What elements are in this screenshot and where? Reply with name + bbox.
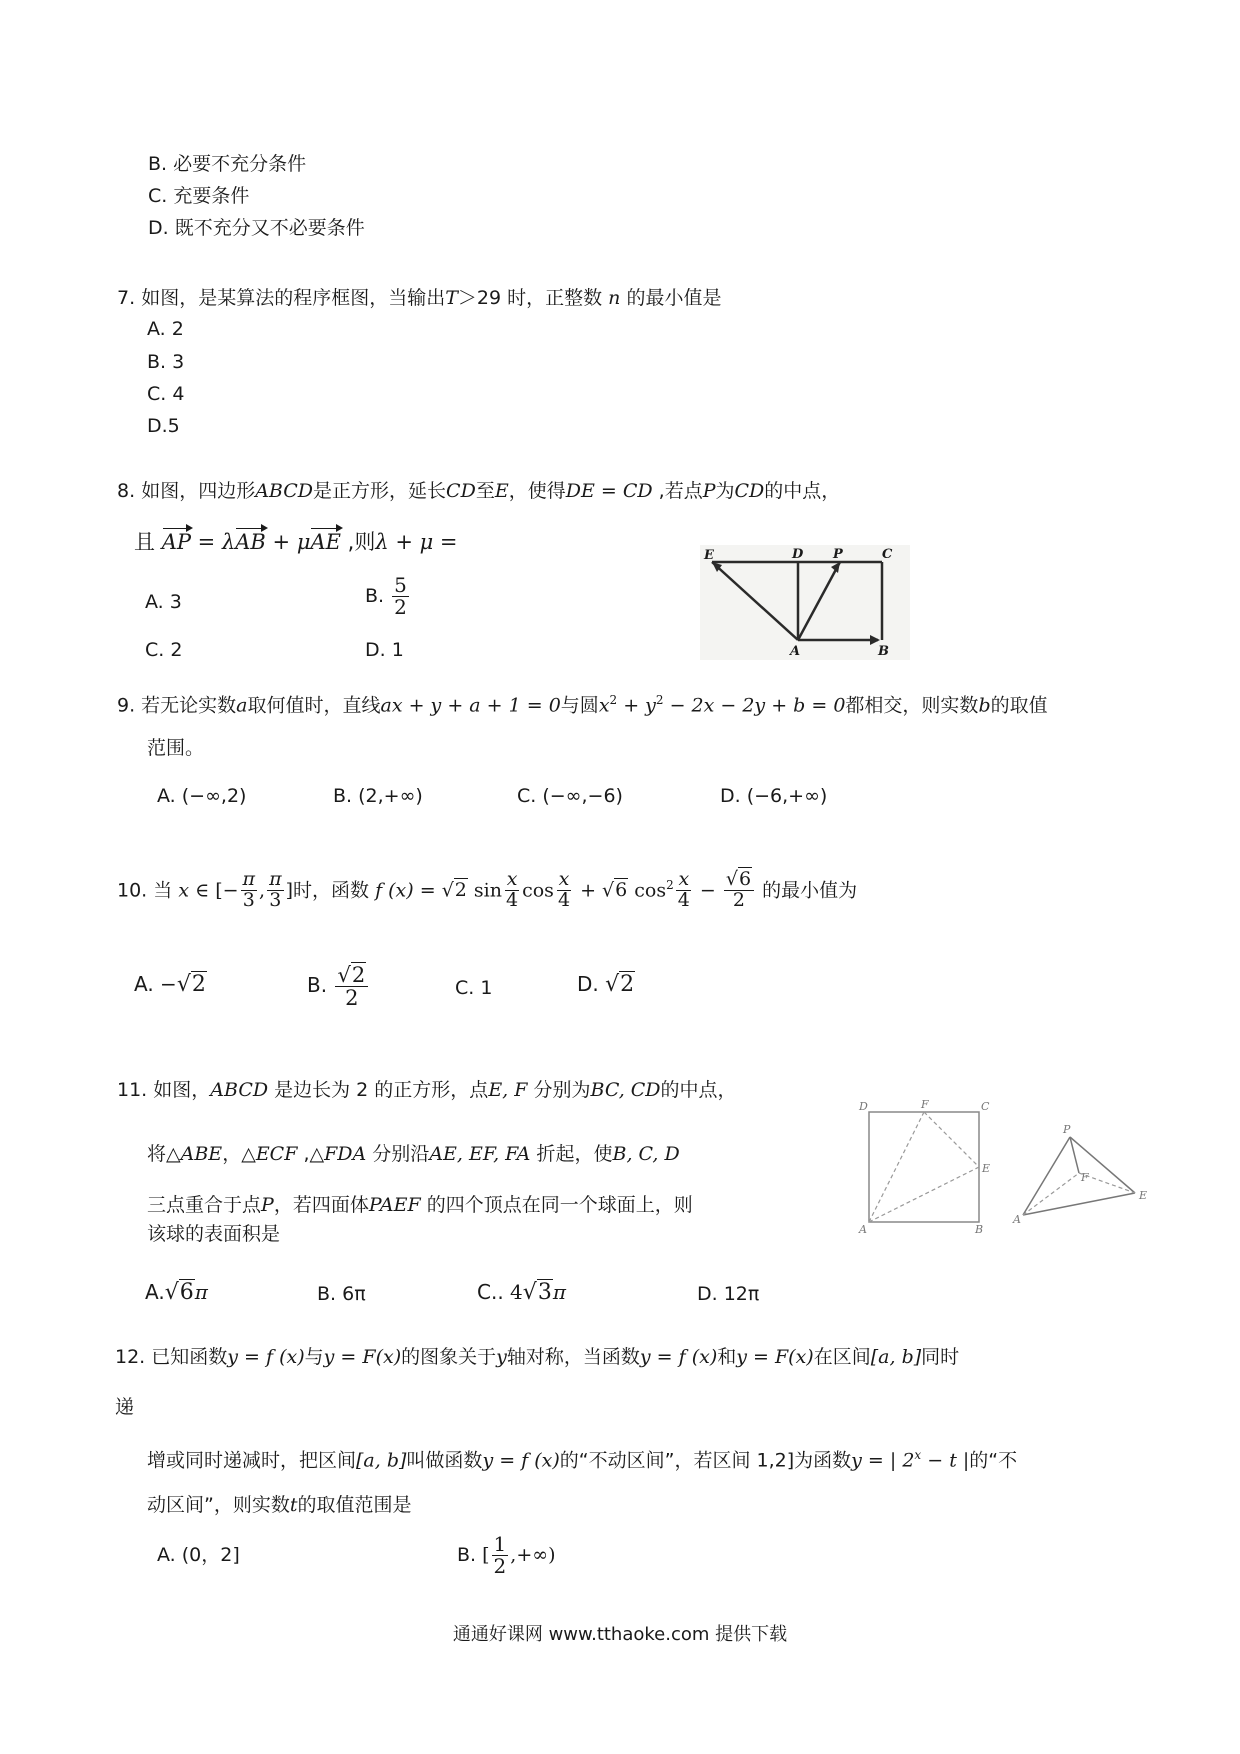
q10-option-b: B. $\frac{√2}{2}$	[307, 955, 370, 1015]
q9-stem: 9. 若无论实数a取何值时，直线ax + y + a + 1 = 0与圆$x^2 + y^2 - 2x - 2y + b = 0$都相交，则实数b的取值	[117, 693, 1048, 717]
q11-label-d: D	[859, 1100, 868, 1113]
page-footer: 通通好课网 www.tthaoke.com 提供下载	[452, 1624, 788, 1645]
q7-option-b: B. 3	[147, 351, 185, 373]
q9-option-d: D. (−6,+∞)	[720, 785, 828, 807]
q11-stem-line4: 该球的表面积是	[147, 1223, 281, 1245]
q9-option-b: B. (2,+∞)	[333, 785, 423, 807]
q12-option-a: A. (0，2]	[157, 1544, 240, 1566]
q10-option-c: C. 1	[455, 977, 493, 999]
q12-stem-line4: 动区间”，则实数t的取值范围是	[147, 1494, 412, 1516]
q11-option-b: B. 6π	[317, 1283, 366, 1305]
q9-option-c: C. (−∞,−6)	[517, 785, 623, 807]
q8-label-b: B	[878, 644, 889, 659]
q11-stem-line3: 三点重合于点P，若四面体PAEF 的四个顶点在同一个球面上，则	[147, 1194, 693, 1216]
q7-option-d: D.5	[147, 415, 180, 437]
q7-option-c: C. 4	[147, 383, 185, 405]
q11-label-p: P	[1063, 1123, 1071, 1136]
q8-option-b: B. $\frac{5}{2}$	[365, 573, 407, 619]
q11-label-f2: F	[1081, 1171, 1089, 1184]
q8-stem: 8. 如图，四边形ABCD是正方形，延长CD至E，使得DE = CD ,若点P为CD的中点，	[117, 480, 841, 502]
q11-folding-figure	[845, 1095, 1165, 1245]
q12-stem-line2: 递	[115, 1396, 135, 1418]
q10-option-d: D. √2	[577, 972, 635, 997]
q10-stem: 10. 当 x ∈ [− $\frac{\pi}{3}$ , $\frac{\pi}{3}$ ]时，函数 f (x) = √2 sin $\frac{x}{4}$ cos $\frac{x}{4}$ + √6 $\cos^2$ $\frac{x}{4}$ − $\frac{√6}{2}$ 的最小值为	[117, 868, 858, 912]
q11-label-a2: A	[1013, 1213, 1021, 1226]
q8-label-a: A	[790, 644, 801, 659]
q10-option-a: A. −√2	[134, 972, 206, 997]
q11-label-e: E	[982, 1162, 991, 1175]
q9-stem-line2: 范围。	[147, 737, 205, 759]
q11-label-a: A	[859, 1223, 867, 1236]
q8-label-c: C	[882, 547, 893, 562]
q11-label-f: F	[921, 1098, 929, 1111]
q12-stem: 12. 已知函数y = f (x)与y = F(x)的图象关于y轴对称，当函数y = f (x)和y = F(x)在区间[a, b]同时	[115, 1346, 960, 1368]
q11-option-a: A.√6π	[145, 1280, 208, 1305]
q6-option-b: B. 必要不充分条件	[148, 153, 307, 175]
q8-condition: 且 AP = λAB + μAE ,则λ + μ =	[134, 530, 458, 554]
q8-option-d: D. 1	[365, 639, 404, 661]
q8-option-a: A. 3	[145, 591, 182, 613]
q7-number: 7.	[117, 287, 136, 309]
q9-option-a: A. (−∞,2)	[157, 785, 247, 807]
q11-stem-line2: 将△ABE，△ECF ,△FDA 分别沿AE, EF, FA 折起，使B, C, D	[147, 1143, 680, 1165]
q8-label-e: E	[704, 548, 714, 563]
q12-stem-line3: 增或同时递减时，把区间[a, b]叫做函数y = f (x)的“不动区间”，若区间 1,2]为函数y = | $2^x - t$ |的“不	[147, 1448, 1018, 1472]
q11-label-b: B	[975, 1223, 984, 1236]
q12-option-b: B. [ $\frac{1}{2}$ ,+∞)	[457, 1532, 556, 1578]
q11-stem: 11. 如图，ABCD 是边长为 2 的正方形，点E, F 分别为BC, CD的中点，	[117, 1079, 737, 1101]
q11-option-c: C.. 4√3π	[477, 1280, 566, 1305]
q6-option-c: C. 充要条件	[148, 185, 250, 207]
q7-stem: 7. 如图，是某算法的程序框图，当输出T＞29 时，正整数 n 的最小值是	[117, 287, 722, 309]
q8-label-p: P	[833, 547, 843, 562]
q8-option-c: C. 2	[145, 639, 183, 661]
q6-option-d: D. 既不充分又不必要条件	[148, 217, 365, 239]
q8-label-d: D	[792, 547, 804, 562]
q11-label-c: C	[981, 1100, 990, 1113]
q8-square-figure	[700, 545, 910, 660]
q7-option-a: A. 2	[147, 318, 184, 340]
q11-option-d: D. 12π	[697, 1283, 760, 1305]
q11-label-e2: E	[1139, 1189, 1148, 1202]
